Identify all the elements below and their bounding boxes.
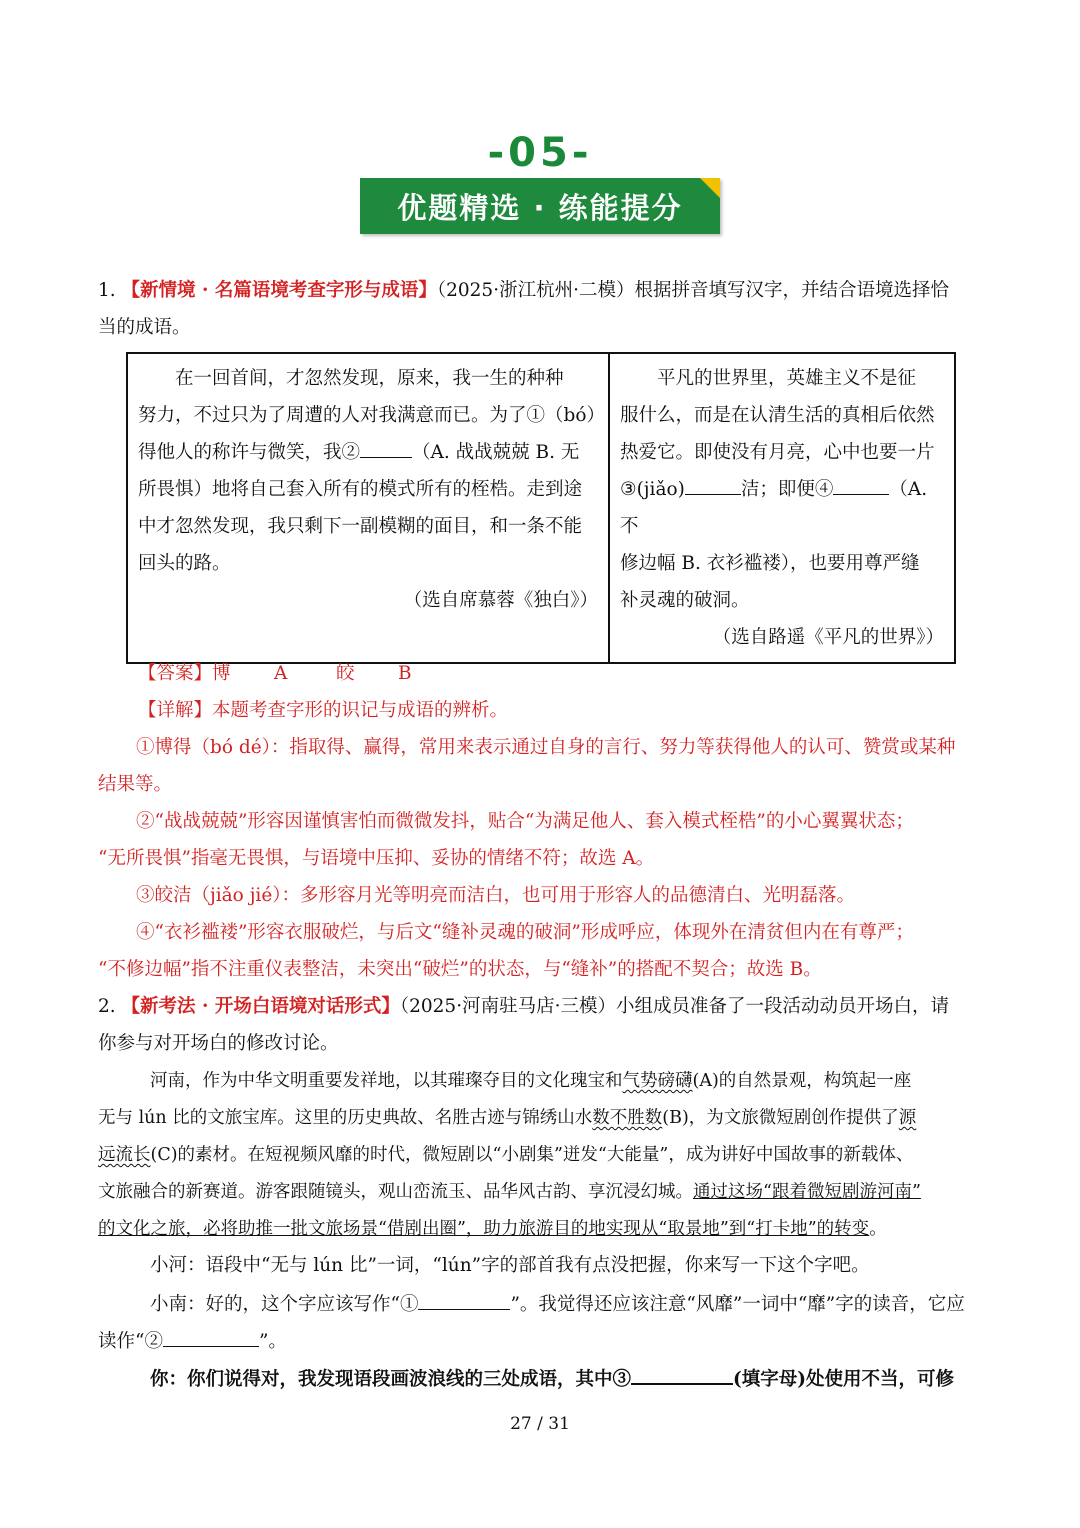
q2-stem-line2: 你参与对开场白的修改讨论。 xyxy=(98,1033,339,1054)
explain-1a: ①博得（bó dé）：指取得、赢得，常用来表示通过自身的言行、努力等获得他人的认可、赞赏或某种 xyxy=(136,737,956,758)
q1-number: 1. xyxy=(98,280,116,301)
idiom-b: 数不胜数 xyxy=(592,1108,663,1128)
dialog-3: 读作“② ”。 xyxy=(98,1328,988,1354)
blank-q2-2[interactable] xyxy=(163,1328,259,1347)
explain-3: ③皎洁（jiǎo jié）：多形容月光等明亮而洁白，也可用于形容人的品德清白、光明磊落。 xyxy=(136,885,856,906)
blank-3[interactable] xyxy=(685,476,741,495)
page-number: 27 / 31 xyxy=(510,1414,570,1434)
q1-passage-table xyxy=(126,352,956,664)
underlined-sentence-part2: 的文化之旅，必将助推一批文旅场景“借剧出圈”，助力旅游目的地实现从“取景地”到“打卡地”的转变 xyxy=(98,1219,870,1239)
q2-passage-line3: 远流长(C)的素材。在短视频风靡的时代，微短剧以“小剧集”迸发“大能量”，成为讲好中国故事的新载体、 xyxy=(98,1145,914,1165)
left-line-4: 所畏惧）地将自己套入所有的模式所有的桎梏。走到途 xyxy=(138,479,583,500)
q1-tag: 【新情境 · 名篇语境考查字形与成语】 xyxy=(121,280,437,301)
explain-4b: “不修边幅”指不注重仪表整洁，未突出“破烂”的状态，与“缝补”的搭配不契合；故选 B。 xyxy=(98,959,822,980)
dialog-2: 小南：好的，这个字应该写作“① ”。我觉得还应该注意“风靡”一词中“靡”字的读音，它应 xyxy=(150,1291,1040,1317)
left-line-1: 在一回首间，才忽然发现，原来，我一生的种种 xyxy=(175,368,564,389)
q1-explain-intro: 【详解】本题考查字形的识记与成语的辨析。 xyxy=(138,700,509,721)
section-title-banner xyxy=(360,178,720,234)
idiom-a: 气势磅礴 xyxy=(622,1071,693,1091)
q1-stem-line1 xyxy=(98,279,988,303)
answer-3: 皎 xyxy=(336,663,355,684)
answer-1: 博 xyxy=(212,663,231,684)
q2-passage-line1: 河南，作为中华文明重要发祥地，以其璀璨夺目的文化瑰宝和气势磅礴(A)的自然景观，构筑起一座 xyxy=(150,1071,912,1091)
explain-1b: 结果等。 xyxy=(98,774,173,795)
underlined-sentence-part1: 通过这场“跟着微短剧游河南” xyxy=(693,1182,921,1202)
right-line-3: 热爱它。即使没有月亮，心中也要一片 xyxy=(620,442,935,463)
blank-q2-1[interactable] xyxy=(418,1291,510,1310)
q2-passage-line5: 的文化之旅，必将助推一批文旅场景“借剧出圈”，助力旅游目的地实现从“取景地”到“打卡地”的转变。 xyxy=(98,1219,887,1239)
dialog-4: 你：你们说得对，我发现语段画波浪线的三处成语，其中③ (填字母)处使用不当，可修 xyxy=(150,1365,1040,1392)
right-line-5: 修边幅 B. 衣衫褴褛），也要用尊严缝 xyxy=(620,553,920,574)
blank-4[interactable] xyxy=(833,476,889,495)
right-line-4: ③(jiǎo) 洁；即便④ （A. 不 xyxy=(620,471,944,545)
q1-left-passage xyxy=(127,353,609,663)
explain-label: 【详解】 xyxy=(138,700,213,721)
q1-stem-text: 根据拼音填写汉字，并结合语境选择恰 xyxy=(634,280,949,301)
left-source: （选自席慕蓉《独白》） xyxy=(403,590,598,611)
left-line-2: 努力，不过只为了周遭的人对我满意而已。为了①（bó） xyxy=(138,405,605,426)
right-source: （选自路遥《平凡的世界》） xyxy=(712,627,944,648)
q2-tag: 【新考法 · 开场白语境对话形式】 xyxy=(121,996,400,1017)
dialog-1: 小河：语段中“无与 lún 比”一词，“lún”字的部首我有点没把握，你来写一下这个字吧。 xyxy=(150,1255,870,1276)
section-number: -05- xyxy=(487,130,593,176)
explain-2a: ②“战战兢兢”形容因谨慎害怕而微微发抖，贴合“为满足他人、套入模式桎梏”的小心翼翼状态； xyxy=(136,811,914,832)
right-line-1: 平凡的世界里，英雄主义不是征 xyxy=(657,368,917,389)
q1-answer xyxy=(138,662,1028,686)
q2-stem-line1: 2. 【新考法 · 开场白语境对话形式】（2025·河南驻马店·三模）小组成员准备了一段活动动员开场白，请 xyxy=(98,996,949,1017)
q2-number: 2. xyxy=(98,996,116,1017)
answer-4: B xyxy=(398,663,412,684)
q2-source: （2025·河南驻马店·三模） xyxy=(399,996,616,1017)
q1-stem-line2: 当的成语。 xyxy=(98,317,191,338)
answer-2: A xyxy=(274,663,288,684)
right-line-6: 补灵魂的破洞。 xyxy=(620,590,750,611)
q2-passage-line2: 无与 lún 比的文旅宝库。这里的历史典故、名胜古迹与锦绣山水数不胜数(B)，为文旅微短剧创作提供了源 xyxy=(98,1108,917,1128)
explain-4a: ④“衣衫褴褛”形容衣服破烂，与后文“缝补灵魂的破洞”形成呼应，体现外在清贫但内在有尊严； xyxy=(136,922,914,943)
left-line-5: 中才忽然发现，我只剩下一副模糊的面目，和一条不能 xyxy=(138,516,583,537)
q2-passage-line4: 文旅融合的新赛道。游客跟随镜头，观山峦流玉、品华风古韵、享沉浸幻城。通过这场“跟着微短剧游河南” xyxy=(98,1182,921,1202)
blank-q2-3[interactable] xyxy=(631,1365,733,1385)
section-title: 优题精选 · 练能提分 xyxy=(397,191,683,225)
answer-label: 【答案】 xyxy=(138,663,213,684)
q1-right-passage xyxy=(609,353,955,663)
q1-source: （2025·浙江杭州·二模） xyxy=(436,280,635,301)
idiom-c-part2: 远流长 xyxy=(98,1145,151,1165)
idiom-c-part1: 源 xyxy=(898,1108,917,1128)
left-line-3: 得他人的称许与微笑，我② （A. 战战兢兢 B. 无 xyxy=(138,434,598,471)
blank-2[interactable] xyxy=(360,439,412,458)
explain-2b: “无所畏惧”指毫无畏惧，与语境中压抑、妥协的情绪不符；故选 A。 xyxy=(98,848,655,869)
left-line-6: 回头的路。 xyxy=(138,553,231,574)
right-line-2: 服什么，而是在认清生活的真相后依然 xyxy=(620,405,935,426)
